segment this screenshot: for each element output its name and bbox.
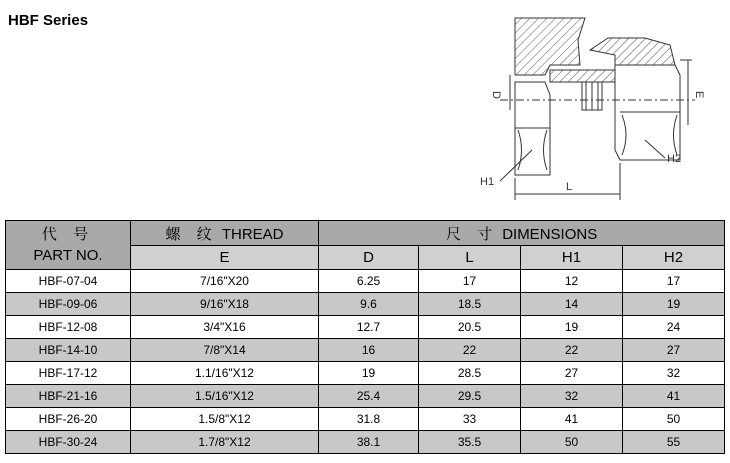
cell-l: 20.5 [419, 316, 521, 339]
header-dimensions [319, 221, 725, 246]
cell-d: 6.25 [319, 270, 419, 293]
cell-part: HBF-21-16 [6, 385, 131, 408]
cell-h1: 27 [521, 362, 623, 385]
cell-e: 1.5/8"X12 [131, 408, 319, 431]
cell-h2: 27 [623, 339, 725, 362]
table-row [6, 339, 725, 362]
cell-part: HBF-30-24 [6, 431, 131, 454]
cell-part: HBF-14-10 [6, 339, 131, 362]
cell-e: 7/8"X14 [131, 339, 319, 362]
fitting-drawing [470, 10, 710, 205]
header-col-l: L [419, 246, 521, 270]
header-thread [131, 221, 319, 246]
cell-l: 18.5 [419, 293, 521, 316]
header-part-cn: 代 号 [41, 226, 95, 243]
cell-h1: 41 [521, 408, 623, 431]
cell-e: 9/16"X18 [131, 293, 319, 316]
cell-e: 1.5/16"X12 [131, 385, 319, 408]
cell-h1: 22 [521, 339, 623, 362]
cell-d: 12.7 [319, 316, 419, 339]
dimensions-table [5, 220, 725, 454]
header-col-e: E [131, 246, 319, 270]
cell-h1: 19 [521, 316, 623, 339]
cell-h2: 17 [623, 270, 725, 293]
table-row [6, 316, 725, 339]
header-part-no [6, 221, 131, 270]
header-thread-en: THREAD [221, 225, 284, 243]
table-header-row-1 [6, 221, 725, 246]
drawing-label-l: L [566, 181, 573, 193]
table-row [6, 385, 725, 408]
cell-h1: 50 [521, 431, 623, 454]
cell-l: 29.5 [419, 385, 521, 408]
cell-h2: 19 [623, 293, 725, 316]
drawing-label-d: D [490, 91, 502, 99]
cell-d: 31.8 [319, 408, 419, 431]
header-dim-cn: 尺 寸 [445, 225, 499, 243]
table-row [6, 431, 725, 454]
cell-h2: 50 [623, 408, 725, 431]
cell-h2: 41 [623, 385, 725, 408]
cell-e: 3/4"X16 [131, 316, 319, 339]
header-col-h2: H2 [623, 246, 725, 270]
cell-e: 1.7/8"X12 [131, 431, 319, 454]
page-title: HBF Series [8, 12, 89, 29]
cell-e: 1.1/16"X12 [131, 362, 319, 385]
cell-part: HBF-26-20 [6, 408, 131, 431]
cell-h2: 55 [623, 431, 725, 454]
table-row [6, 270, 725, 293]
cell-h2: 24 [623, 316, 725, 339]
cell-h1: 12 [521, 270, 623, 293]
cell-d: 16 [319, 339, 419, 362]
drawing-label-h1: H1 [480, 176, 495, 188]
table-row [6, 362, 725, 385]
cell-l: 22 [419, 339, 521, 362]
cell-part: HBF-07-04 [6, 270, 131, 293]
cell-d: 25.4 [319, 385, 419, 408]
cell-l: 33 [419, 408, 521, 431]
cell-h2: 32 [623, 362, 725, 385]
header-thread-cn: 螺 纹 [165, 225, 218, 243]
cell-h1: 14 [521, 293, 623, 316]
header-col-h1: H1 [521, 246, 623, 270]
header-part-en: PART NO. [33, 247, 103, 264]
cell-l: 35.5 [419, 431, 521, 454]
header-dim-en: DIMENSIONS [502, 225, 598, 243]
cell-l: 28.5 [419, 362, 521, 385]
cell-part: HBF-17-12 [6, 362, 131, 385]
cell-l: 17 [419, 270, 521, 293]
drawing-label-h2: H2 [667, 153, 682, 165]
cell-d: 19 [319, 362, 419, 385]
drawing-label-e: E [693, 91, 705, 99]
cell-e: 7/16"X20 [131, 270, 319, 293]
header-col-d: D [319, 246, 419, 270]
table-row [6, 293, 725, 316]
cell-part: HBF-12-08 [6, 316, 131, 339]
table-row [6, 408, 725, 431]
cell-part: HBF-09-06 [6, 293, 131, 316]
cell-d: 38.1 [319, 431, 419, 454]
cell-h1: 32 [521, 385, 623, 408]
cell-d: 9.6 [319, 293, 419, 316]
